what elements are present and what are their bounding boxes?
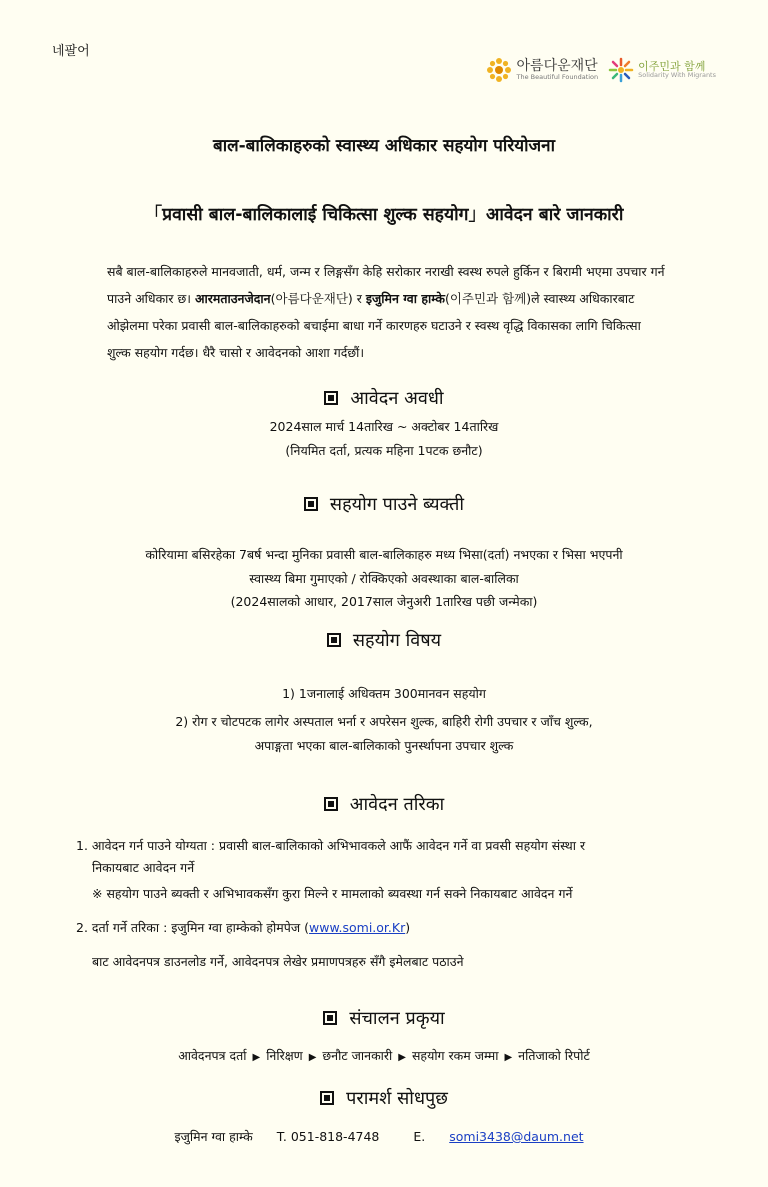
page-title: बाल-बालिकाहरुको स्वास्थ्य अधिकार सहयोग परियोजना (212, 136, 556, 156)
logos (485, 56, 716, 84)
method-item-1b: निकायबाट आवेदन गर्ने (92, 860, 195, 875)
org1-korean: (아름다운재단) (270, 291, 353, 306)
contact-email-link[interactable]: somi3438@daum.net (449, 1129, 584, 1144)
method-item-1a: 1. आवेदन गर्न पाउने योग्यता : प्रवासी बाल-बालिकाको अभिभावकले आफैं आवेदन गर्ने वा प्रवसी सहयोग संस्था र (76, 838, 586, 853)
period-line-2: (नियमित दर्ता, प्रत्यक महिना 1पटक छनौट) (285, 443, 483, 458)
homepage-link[interactable]: www.somi.or.Kr (309, 920, 406, 935)
arrow-right-icon: ▶ (398, 1052, 406, 1063)
flower-icon (485, 56, 513, 84)
intro-text-2: ले स्वास्थ्य अधिकारबाट ओझेलमा परेका प्रवासी बाल-बालिकाहरुको बचाईमा बाधा गर्ने कारणहरु घटाउने र स्वस्थ वृद्धि विकासका लागि चिकित्सा शुल्क सहयोग गर्दछ। धैरै चासो र आवेदनको आशा गर्दछौं। (107, 291, 641, 360)
square-bullet-icon (324, 391, 338, 405)
sun-icon (608, 57, 634, 83)
arrow-right-icon: ▶ (252, 1052, 261, 1063)
intro-paragraph (107, 258, 667, 366)
support-item-2a: 2) रोग र चोटपटक लागेर अस्पताल भर्ना र अपरेसन शुल्क, बाहिरी रोगी उपचार र जाँच शुल्क, (175, 714, 593, 729)
contact-name: इजुमिन ग्वा हाम्के (174, 1129, 253, 1144)
email-label: E. (413, 1129, 426, 1144)
logo1-main-text: 아름다운재단 (516, 58, 598, 75)
section-contact-heading: परामर्श सोधपुछ (0, 1086, 768, 1110)
method-item-2b: बाट आवेदनपत्र डाउनलोड गर्ने, आवेदनपत्र लेखेर प्रमाणपत्रहरु सँगै इमेलबाट पठाउने (92, 954, 464, 969)
process-flow (0, 1047, 768, 1064)
contact-phone: T. 051-818-4748 (276, 1129, 380, 1144)
square-bullet-icon (327, 633, 341, 647)
process-step-1: आवेदनपत्र दर्ता (178, 1048, 247, 1063)
process-step-4: सहयोग रकम जम्मा (411, 1048, 499, 1063)
process-step-2: निरिक्षण (266, 1048, 303, 1063)
square-bullet-icon (320, 1091, 334, 1105)
section-beneficiary-heading: सहयोग पाउने ब्यक्ती (0, 492, 768, 516)
section-support-heading: सहयोग विषय (0, 628, 768, 652)
support-item-2b: अपाङ्गता भएका बाल-बालिकाको पुनर्स्थापना उपचार शुल्क (254, 738, 514, 753)
arrow-right-icon: ▶ (308, 1052, 317, 1063)
period-line-1: 2024साल मार्च 14तारिख ~ अक्टोबर 14तारिख (269, 419, 499, 434)
beneficiary-line-3: (2024सालको आधार, 2017साल जेनुअरी 1तारिख पछी जन्मेका) (230, 594, 538, 609)
logo2-sub-text: Solidarity With Migrants (638, 71, 716, 80)
org2-korean: (이주민과 함께) (444, 291, 532, 306)
section-process-heading: संचालन प्रकृया (0, 1006, 768, 1030)
section-period-heading: आवेदन अवधी (0, 386, 768, 410)
page-subtitle: 「प्रवासी बाल-बालिकालाई चिकित्सा शुल्क सहयोग」आवेदन बारे जानकारी (144, 205, 624, 225)
logo1-sub-text: The Beautiful Foundation (516, 72, 599, 81)
org2-name: इजुमिन ग्वा हाम्के (365, 291, 445, 306)
method-note: ※ सहयोग पाउने ब्यक्ती र अभिभावकसँग कुरा मिल्ने र मामलाको ब्यवस्था गर्न सक्ने निकायबाट आवेदन गर्ने (92, 886, 573, 901)
process-step-5: नतिजाको रिपोर्ट (518, 1048, 590, 1063)
language-label: 네팔어 (52, 44, 90, 59)
support-item-1: 1) 1जनालाई अधिक्तम 300मानवन सहयोग (282, 686, 486, 701)
beneficiary-line-1: कोरियामा बसिरहेका 7बर्ष भन्दा मुनिका प्रवासी बाल-बालिकाहरु मध्य भिसा(दर्ता) नभएका र भिसा भएपनी (145, 547, 623, 562)
intro-connector: र (352, 291, 366, 306)
intro-text-1: सबै बाल-बालिकाहरुले मानवजाती, धर्म, जन्म र लिङ्गसँग केहि सरोकार नराखी स्वस्थ रुपले हुर्किन र बिरामी भएमा उपचार गर्न पाउने अधिकार छ। (107, 264, 665, 306)
org1-name: आरमताउनजेदान (194, 291, 271, 306)
logo2-main-text: 이주민과 함께 (638, 59, 706, 73)
arrow-right-icon: ▶ (504, 1052, 513, 1063)
square-bullet-icon (323, 1011, 337, 1025)
square-bullet-icon (324, 797, 338, 811)
solidarity-migrants-logo (608, 57, 716, 83)
contact-line (0, 1128, 768, 1145)
section-method-heading: आवेदन तरिका (0, 792, 768, 816)
method-item-2: 2. दर्ता गर्ने तरिका : इजुमिन ग्वा हाम्केको होमपेज (www.somi.or.Kr) (76, 920, 411, 935)
beautiful-foundation-logo (485, 56, 599, 84)
process-step-3: छनौट जानकारी (322, 1048, 393, 1063)
square-bullet-icon (304, 497, 318, 511)
beneficiary-line-2: स्वास्थ्य बिमा गुमाएको / रोक्किएको अवस्थाका बाल-बालिका (249, 571, 519, 586)
